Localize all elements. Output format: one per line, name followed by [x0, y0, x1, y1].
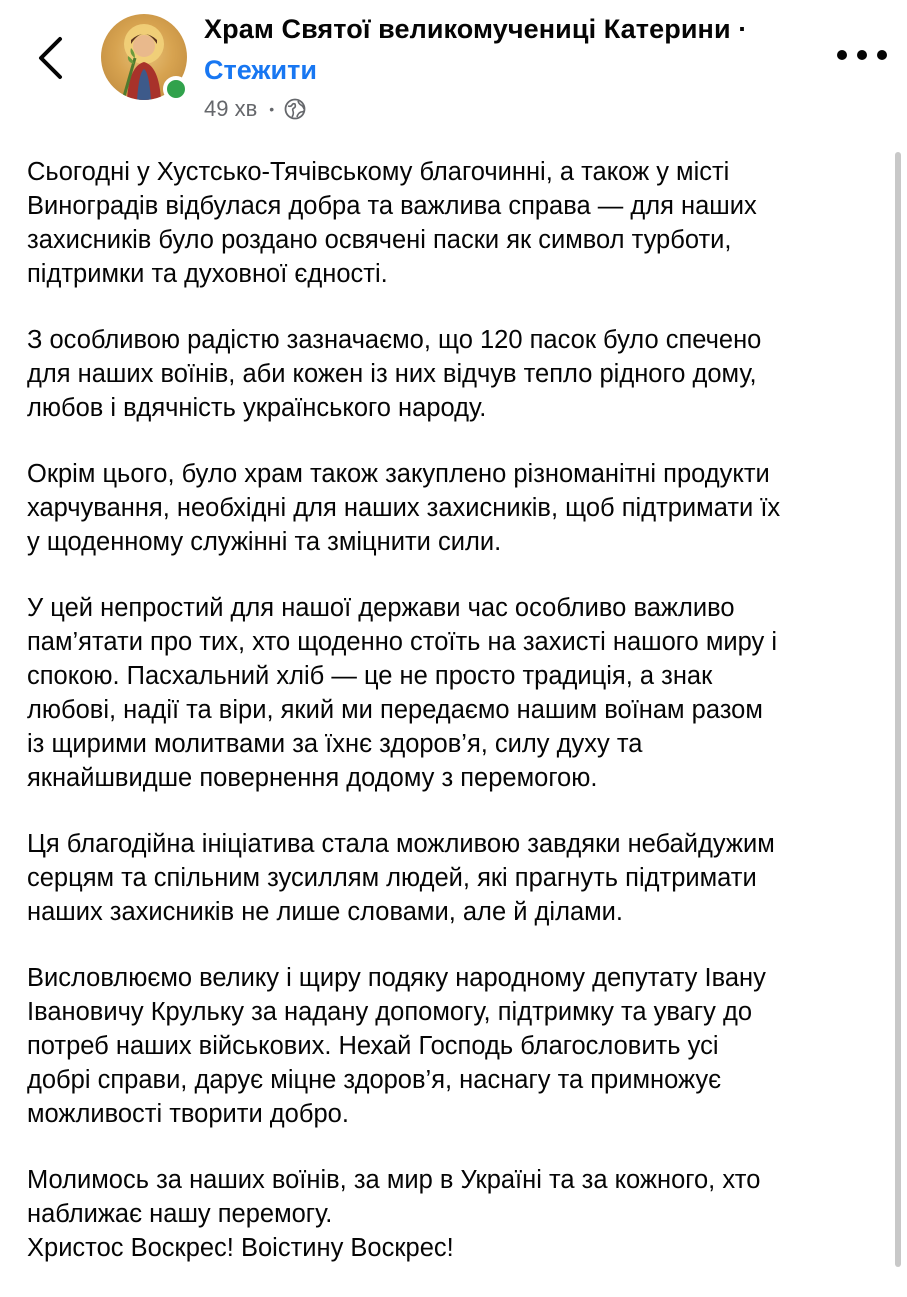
post-text: [27, 155, 889, 1297]
globe-icon: [284, 98, 306, 120]
post-time[interactable]: 49 хв: [204, 96, 258, 121]
meta-separator: •: [269, 101, 275, 117]
follow-button[interactable]: Стежити: [204, 55, 317, 85]
online-status-indicator: [163, 76, 189, 102]
more-dot: [837, 50, 847, 60]
post-paragraph: З особливою радістю зазначаємо, що 120 пасок було спечено для наших воїнів, аби кожен із них відчув тепло рідного дому, любов і вдячність українського народу.: [27, 326, 762, 422]
post-header: [0, 0, 907, 140]
page-name[interactable]: Храм Святої великомучениці Катерини ·: [204, 14, 748, 44]
post-meta: [204, 95, 306, 123]
page-avatar[interactable]: [101, 14, 187, 100]
more-dot: [857, 50, 867, 60]
post-paragraph: Ця благодійна ініціатива стала можливою завдяки небайдужим серцям та спільним зусиллям людей, які прагнуть підтримати наших захисників не лише словами, але й ділами.: [27, 830, 775, 926]
post-paragraph: Висловлюємо велику і щиру подяку народному депутату Івану Івановичу Крульку за надану допомогу, підтримку та увагу до потреб наших військових. Нехай Господь благословить усі добрі справи, дарує міцне здоров’я, наснагу та примножує можливості творити добро.: [27, 964, 766, 1128]
post-paragraph: У цей непростий для нашої держави час особливо важливо пам’ятати про тих, хто щоденно стоїть на захисті нашого миру і спокою. Пасхальний хліб — це не просто традиція, а знак любові, надії та віри, який ми передаємо нашим воїнам разом із щирими молитвами за їхнє здоров’я, силу духу та якнайшвидше повернення додому з перемогою.: [27, 594, 777, 792]
more-options-button[interactable]: [837, 40, 887, 70]
back-button[interactable]: [30, 30, 70, 86]
post-paragraph: Сьогодні у Хустсько-Тячівському благочинні, а також у місті Виноградів відбулася добра та важлива справа — для наших захисників було роздано освячені паски як символ турботи, підтримки та духовної єдності.: [27, 158, 757, 288]
post-paragraph: Окрім цього, було храм також закуплено різноманітні продукти харчування, необхідні для наших захисників, щоб підтримати їх у щоденному служінні та зміцнити сили.: [27, 460, 781, 556]
scrollbar[interactable]: [895, 152, 901, 1267]
chevron-left-icon: [36, 36, 64, 80]
post-paragraph: Молимось за наших воїнів, за мир в Україні та за кожного, хто наближає нашу перемогу. Христос Воскрес! Воістину Воскрес!: [27, 1166, 761, 1262]
more-dot: [877, 50, 887, 60]
